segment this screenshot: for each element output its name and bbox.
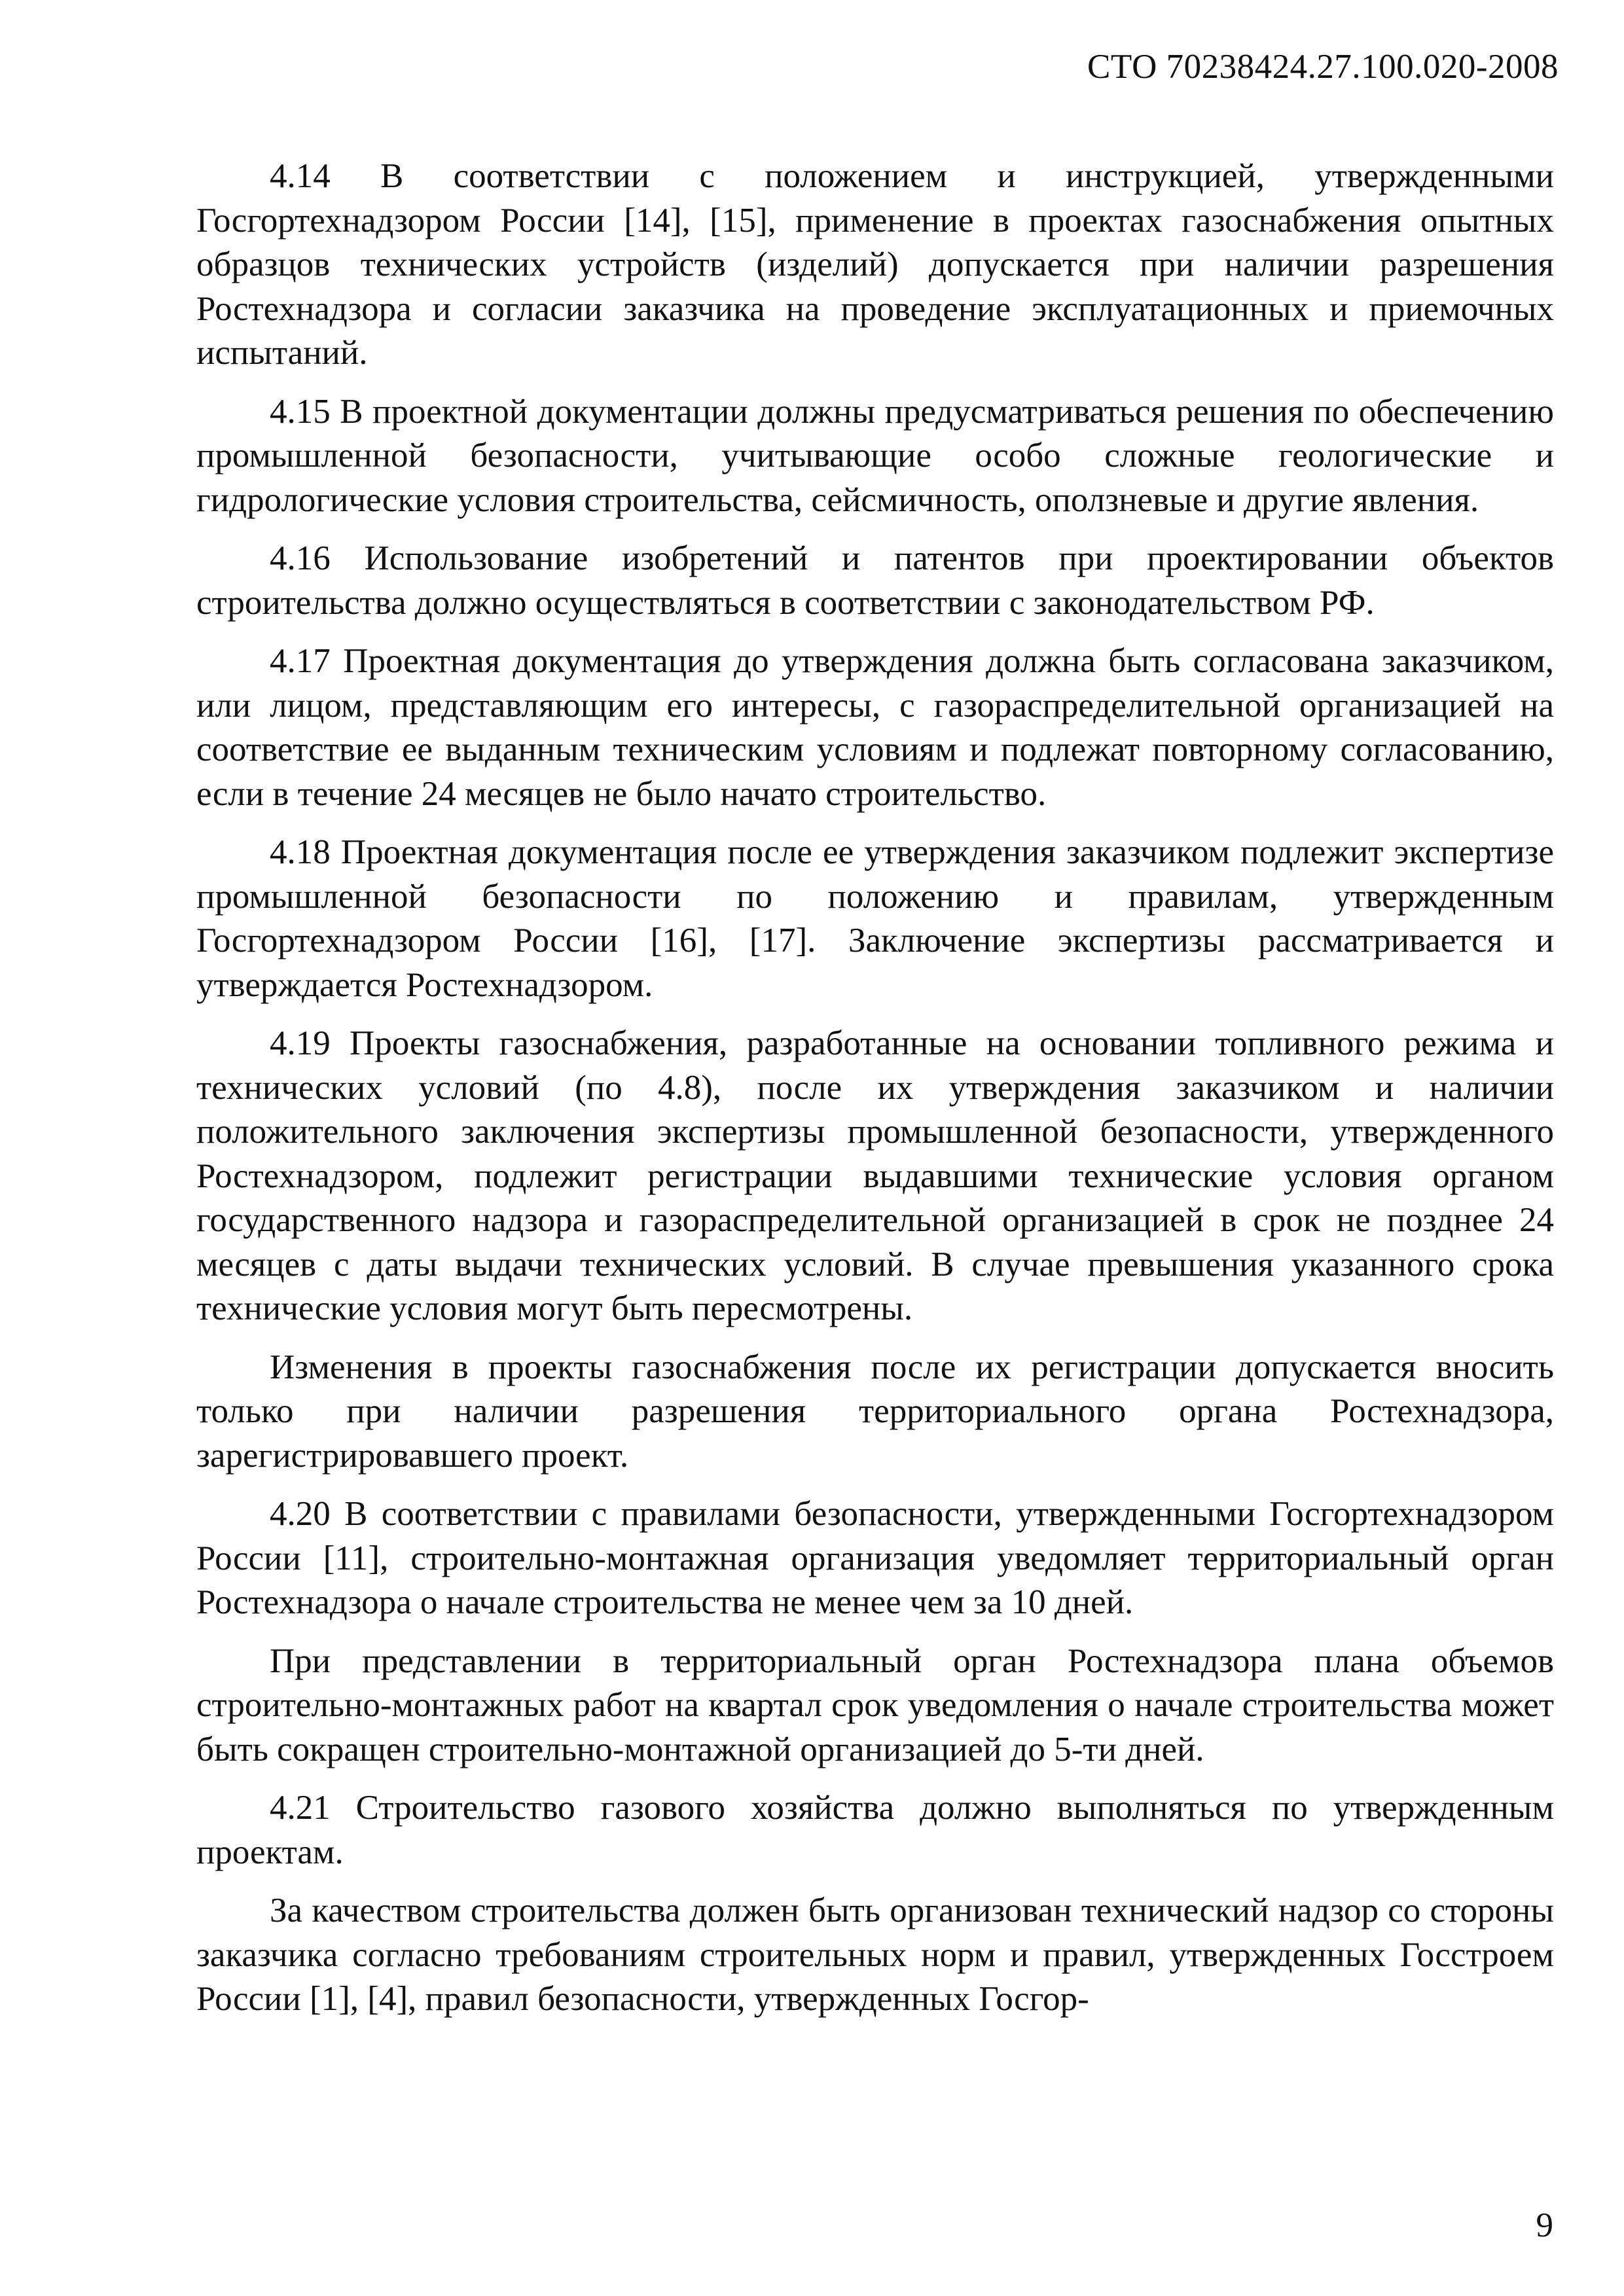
paragraph-4-17: 4.17 Проектная документация до утверждения должна быть согласована заказчиком, или лицом, представляющим его интересы, с газораспределительной организацией на соответствие ее выданным техническим условиям и подлежат повторному согласованию, если в течение 24 месяцев не было начато строительство.	[196, 642, 1554, 813]
paragraph-4-14: 4.14 В соответствии с положением и инструкцией, утвержденными Госгортехнадзором России [14], [15], применение в проектах газоснабжения опытных образцов технических устройств (изделий) допускается при наличии разрешения Ростехнадзора и согласии заказчика на проведение эксплуатационных и приемочных испытаний.	[196, 157, 1554, 372]
paragraph-4-20: 4.20 В соответствии с правилами безопасности, утвержденными Госгортехнадзором России [11], строительно-монтажная организация уведомляет территориальный орган Ростехнадзора о начале строительства не менее чем за 10 дней.	[196, 1495, 1554, 1621]
paragraph-4-19: 4.19 Проекты газоснабжения, разработанные на основании топливного режима и технических условий (по 4.8), после их утверждения заказчиком и наличии положительного заключения экспертизы промышленной безопасности, утвержденного Ростехнадзором, подлежит регистрации выдавшими технические условия органом государственного надзора и газораспределительной организацией в срок не позднее 24 месяцев с даты выдачи технических условий. В случае превышения указанного срока технические условия могут быть пересмотрены.	[196, 1024, 1554, 1327]
paragraph-4-21-supervision: За качеством строительства должен быть организован технический надзор со стороны заказчика согласно требованиям строительных норм и правил, утвержденных Госстроем России [1], [4], правил безопасности, утвержденных Госгор-	[196, 1892, 1554, 2018]
body-text	[196, 154, 1554, 2036]
paragraph-4-21: 4.21 Строительство газового хозяйства должно выполняться по утвержденным проектам.	[196, 1789, 1554, 1871]
paragraph-4-18: 4.18 Проектная документация после ее утверждения заказчиком подлежит экспертизе промышленной безопасности по положению и правилам, утвержденным Госгортехнадзором России [16], [17]. Заключение экспертизы рассматривается и утверждается Ростехнадзором.	[196, 833, 1554, 1004]
paragraph-4-15: 4.15 В проектной документации должны предусматриваться решения по обеспечению промышленной безопасности, учитывающие особо сложные геологические и гидрологические условия строительства, сейсмичность, оползневые и другие явления.	[196, 392, 1554, 519]
paragraph-4-19-changes: Изменения в проекты газоснабжения после их регистрации допускается вносить только при наличии разрешения территориального органа Ростехнадзора, зарегистрировавшего проект.	[196, 1348, 1554, 1475]
paragraph-4-16: 4.16 Использование изобретений и патентов при проектировании объектов строительства должно осуществляться в соответствии с законодательством РФ.	[196, 539, 1554, 622]
paragraph-4-20-notice: При представлении в территориальный орган Ростехнадзора плана объемов строительно-монтажных работ на квартал срок уведомления о начале строительства может быть сокращен строительно-монтажной организацией до 5-ти дней.	[196, 1641, 1554, 1768]
document-code-header: СТО 70238424.27.100.020-2008	[1087, 48, 1559, 86]
page-number: 9	[1536, 2206, 1553, 2244]
